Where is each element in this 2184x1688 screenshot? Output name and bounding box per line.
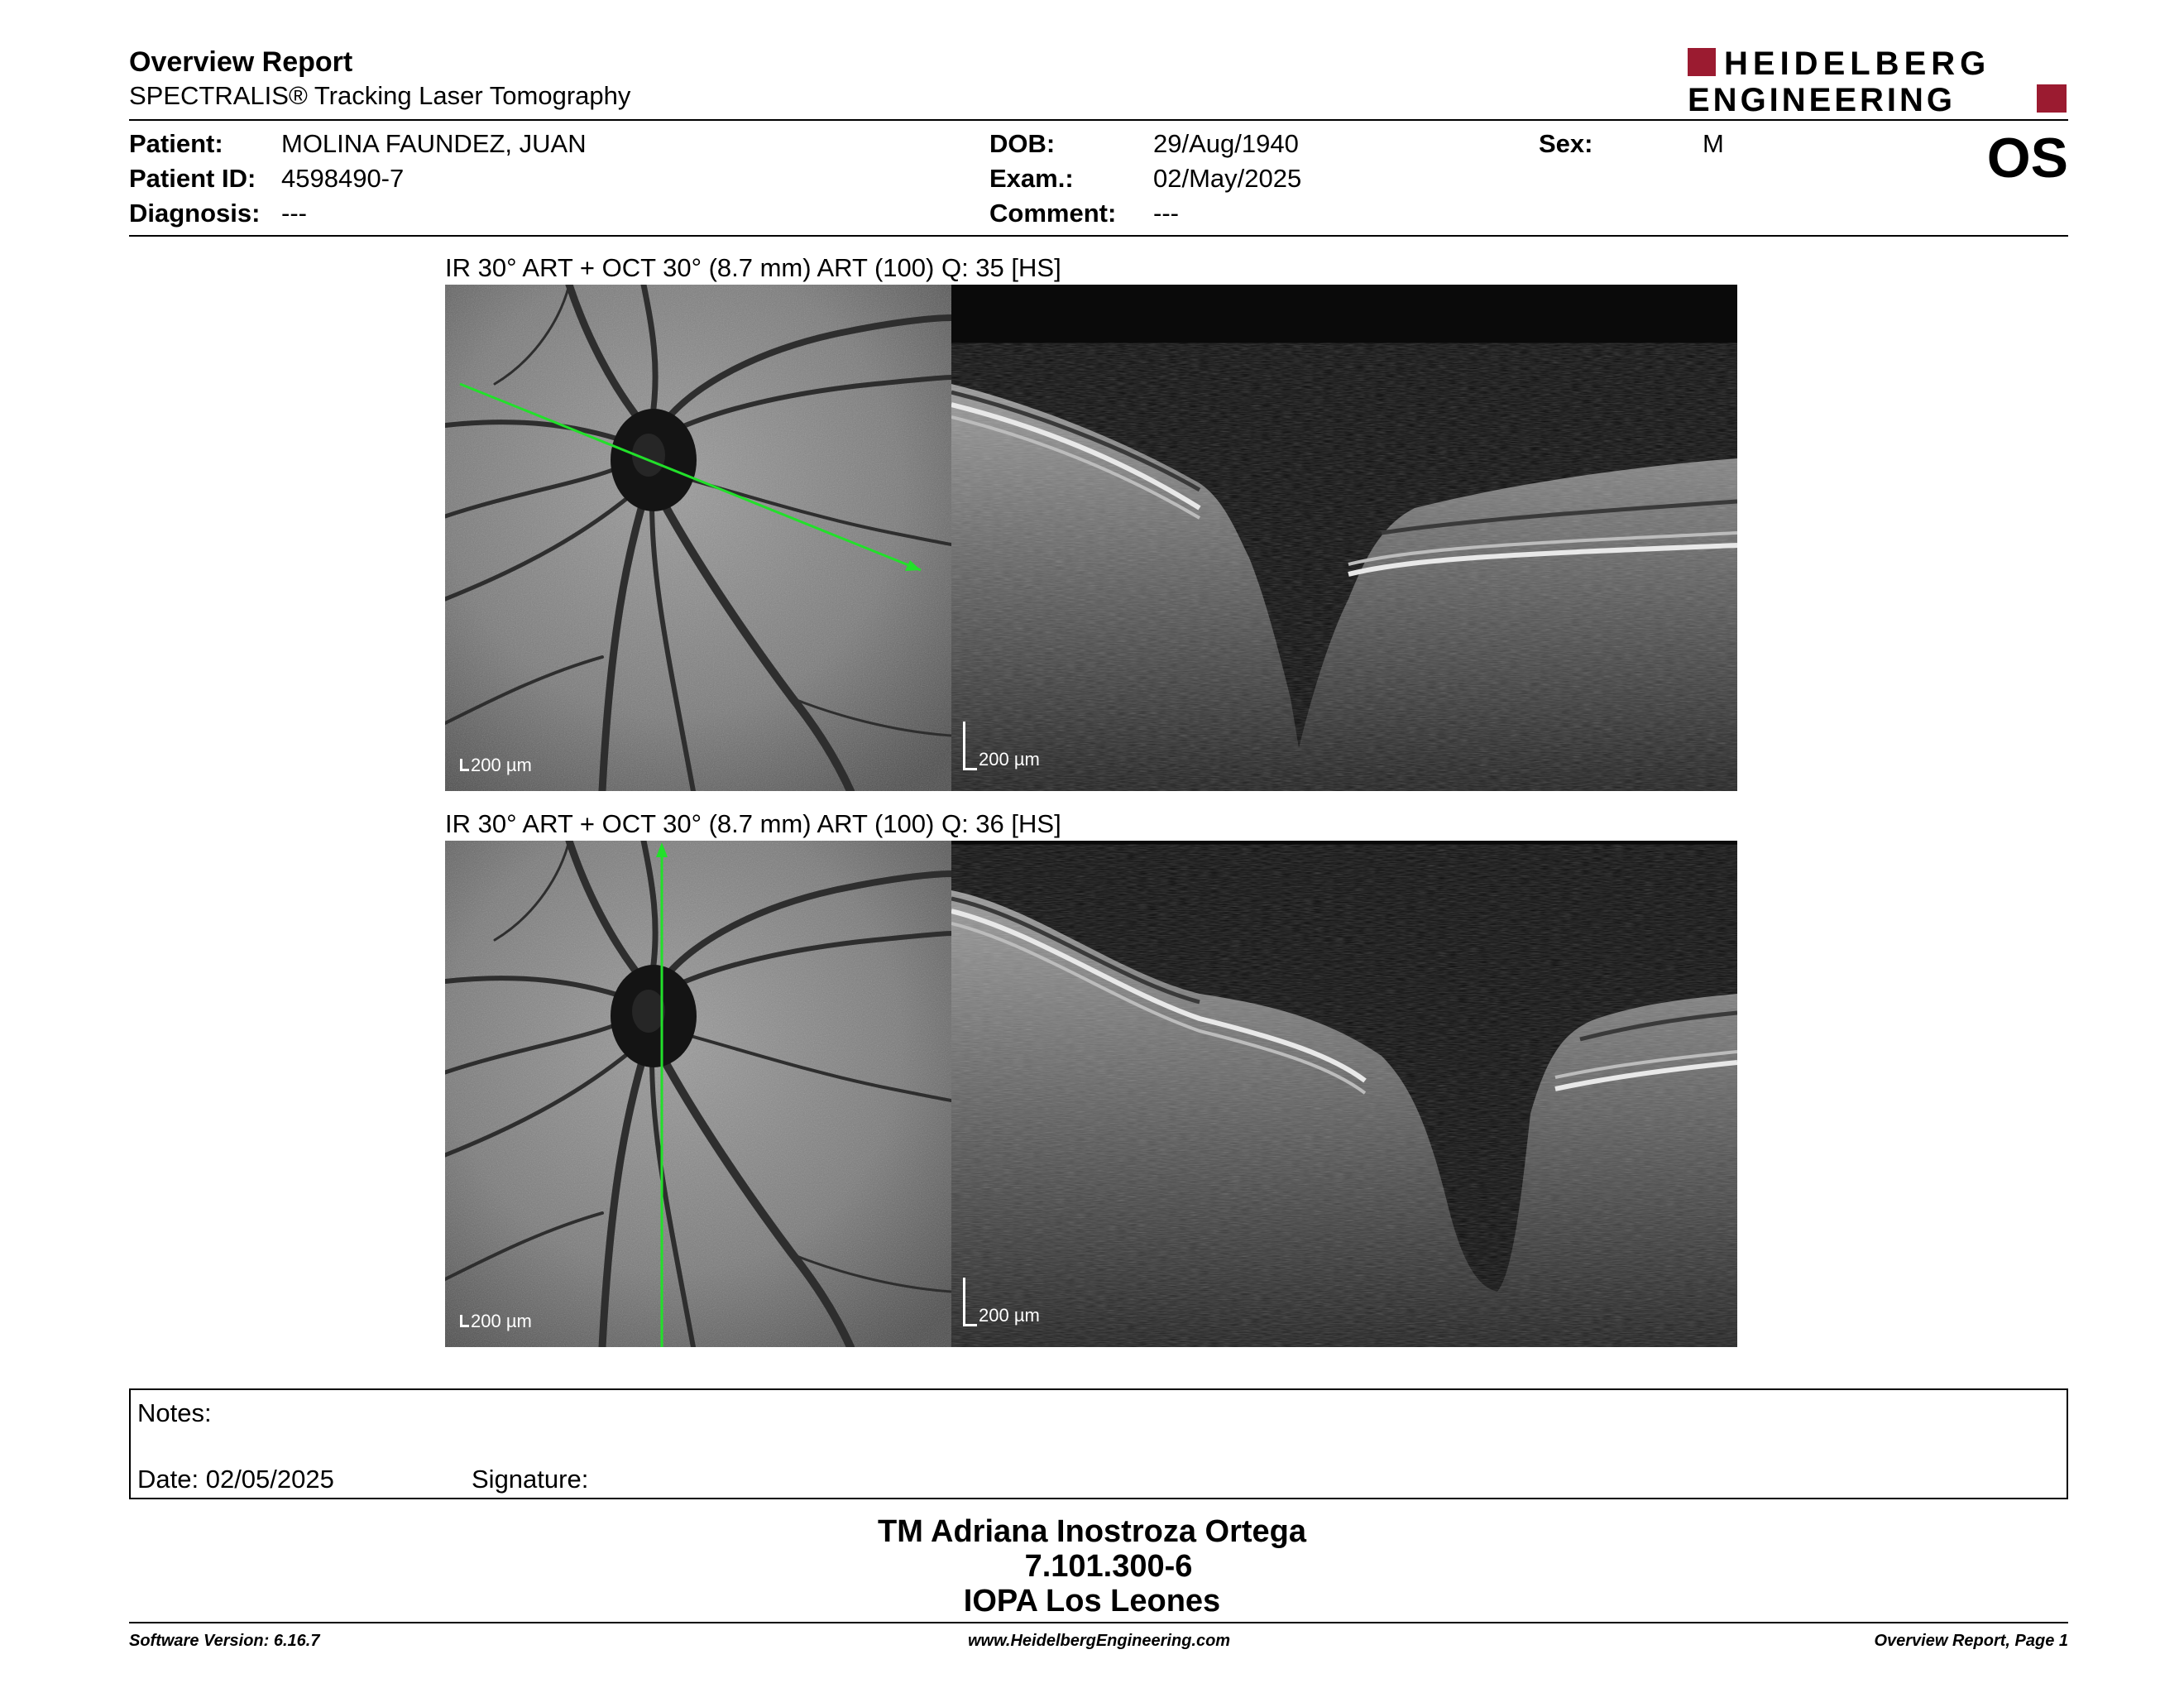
notes-label: Notes: (137, 1398, 212, 1427)
patient-label: Patient: (129, 129, 223, 158)
patient-divider (129, 235, 2068, 237)
patient-id: 4598490-7 (281, 164, 405, 193)
report-subtitle: SPECTRALIS® Tracking Laser Tomography (129, 81, 631, 110)
page-indicator: Overview Report, Page 1 (1874, 1632, 2068, 1650)
oct-bscan-2 (951, 841, 1737, 1347)
dob-value: 29/Aug/1940 (1153, 129, 1299, 158)
technician-name: TM Adriana Inostroza Ortega (878, 1514, 1306, 1549)
dob-label: DOB: (989, 129, 1056, 158)
diagnosis-value: --- (281, 199, 307, 228)
comment-value: --- (1153, 199, 1179, 228)
patient-name: MOLINA FAUNDEZ, JUAN (281, 129, 587, 158)
scalebar-icon (460, 1315, 469, 1327)
sex-value: M (1703, 129, 1724, 158)
clinic-name: IOPA Los Leones (963, 1584, 1221, 1618)
scalebar-icon (963, 1278, 977, 1326)
exam-label: Exam.: (989, 164, 1074, 193)
logo-line1: HEIDELBERG (1724, 46, 1991, 82)
heidelberg-logo (1688, 46, 2068, 116)
technician-id: 7.101.300-6 (1024, 1549, 1193, 1584)
oct-scale-label-1: 200 µm (979, 749, 1040, 770)
sex-label: Sex: (1539, 129, 1593, 158)
notes-date: Date: 02/05/2025 (137, 1465, 334, 1494)
eye-laterality: OS (1986, 127, 2068, 189)
patient-id-label: Patient ID: (129, 164, 256, 193)
ir-scale-label-2: 200 µm (471, 1311, 532, 1331)
scan-1-caption: IR 30° ART + OCT 30° (8.7 mm) ART (100) Q: 35 [HS] (445, 253, 1061, 282)
scalebar-icon (460, 759, 469, 771)
footer-divider (129, 1622, 2068, 1623)
oct-scalebar-1 (963, 722, 1040, 770)
website-link[interactable]: www.HeidelbergEngineering.com (968, 1632, 1231, 1650)
ir-fundus-image-1 (445, 285, 951, 791)
ir-scalebar-1 (460, 755, 532, 776)
logo-line2: ENGINEERING (1688, 82, 1956, 116)
ir-scalebar-2 (460, 1311, 532, 1332)
oct-scalebar-2 (963, 1278, 1040, 1326)
exam-value: 02/May/2025 (1153, 164, 1302, 193)
ir-fundus-image-2 (445, 841, 951, 1347)
comment-label: Comment: (989, 199, 1117, 228)
report-title: Overview Report (129, 46, 353, 78)
ir-scale-label-1: 200 µm (471, 755, 532, 775)
software-version: Software Version: 6.16.7 (129, 1632, 320, 1650)
diagnosis-label: Diagnosis: (129, 199, 261, 228)
notes-box (129, 1388, 2068, 1499)
oct-bscan-1 (951, 285, 1737, 791)
header-divider (129, 119, 2068, 121)
scan-2-caption: IR 30° ART + OCT 30° (8.7 mm) ART (100) Q: 36 [HS] (445, 809, 1061, 838)
oct-scale-label-2: 200 µm (979, 1305, 1040, 1326)
signature-label: Signature: (472, 1465, 589, 1494)
scalebar-icon (963, 722, 977, 770)
